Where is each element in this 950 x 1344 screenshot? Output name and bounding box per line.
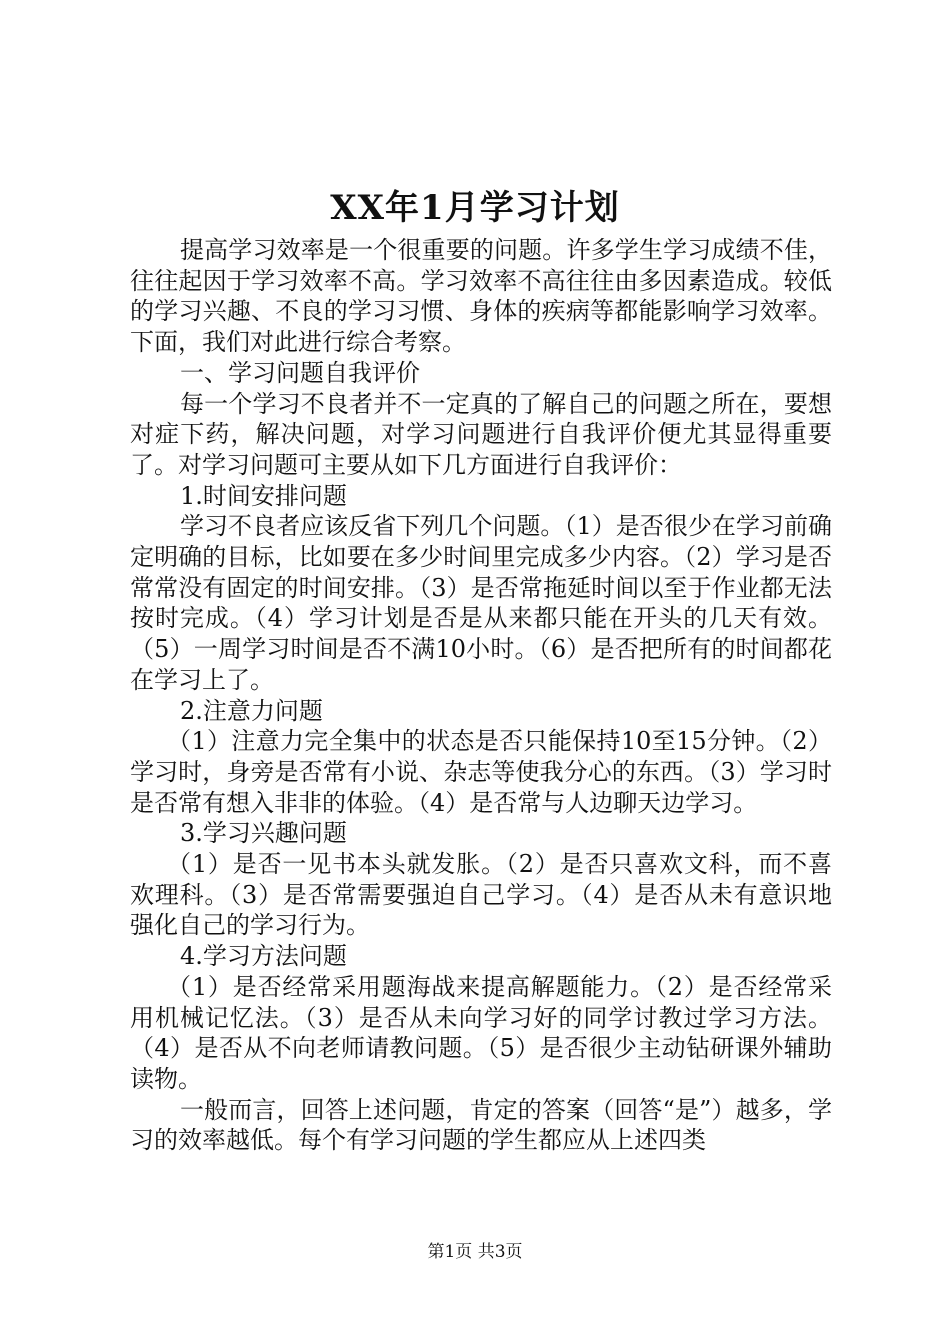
- subheading-interest: 3.学习兴趣问题: [180, 819, 347, 848]
- paragraph-time: 学习不良者应该反省下列几个问题。（1）是否很少在学习前确定明确的目标，比如要在多少时间里完成多少内容。（2）学习是否常常没有固定的时间安排。（3）是否常拖延时间以至于作业都无法按时完成。（4）学习计划是否是从来都只能在开头的几天有效。（5）一周学习时间是否不满10小时。（6）是否把所有的时间都花在学习上了。: [130, 512, 832, 694]
- paragraph-interest: （1）是否一见书本头就发胀。（2）是否只喜欢文科，而不喜欢理科。（3）是否常需要强迫自己学习。（4）是否从未有意识地强化自己的学习行为。: [130, 850, 832, 940]
- paragraph-attention: （1）注意力完全集中的状态是否只能保持10至15分钟。（2）学习时，身旁是否常有小说、杂志等使我分心的东西。（3）学习时是否常有想入非非的体验。（4）是否常与人边聊天边学习。: [130, 727, 832, 817]
- page-footer: 第1页 共3页: [427, 1242, 523, 1262]
- subheading-method: 4.学习方法问题: [180, 942, 347, 971]
- section-heading-self-evaluation: 一、学习问题自我评价: [180, 358, 420, 387]
- subheading-attention: 2.注意力问题: [180, 696, 323, 725]
- subheading-time: 1.时间安排问题: [180, 481, 347, 510]
- paragraph-conclusion: 一般而言，回答上述问题，肯定的答案（回答“是”）越多，学习的效率越低。每个有学习问题的学生都应从上述四类: [130, 1095, 832, 1155]
- paragraph-intro: 提高学习效率是一个很重要的问题。许多学生学习成绩不佳，往往起因于学习效率不高。学习效率不高往往由多因素造成。较低的学习兴趣、不良的学习习惯、身体的疾病等都能影响学习效率。下面，我们对此进行综合考察。: [130, 236, 832, 357]
- document-title: XX年1月学习计划: [330, 188, 620, 228]
- paragraph-self-evaluation: 每一个学习不良者并不一定真的了解自己的问题之所在，要想对症下药，解决问题，对学习问题进行自我评价便尤其显得重要了。对学习问题可主要从如下几方面进行自我评价：: [130, 389, 832, 479]
- paragraph-method: （1）是否经常采用题海战来提高解题能力。（2）是否经常采用机械记忆法。（3）是否从未向学习好的同学讨教过学习方法。（4）是否从不向老师请教问题。（5）是否很少主动钻研课外辅助读物。: [130, 972, 832, 1093]
- document-body: [130, 235, 832, 1156]
